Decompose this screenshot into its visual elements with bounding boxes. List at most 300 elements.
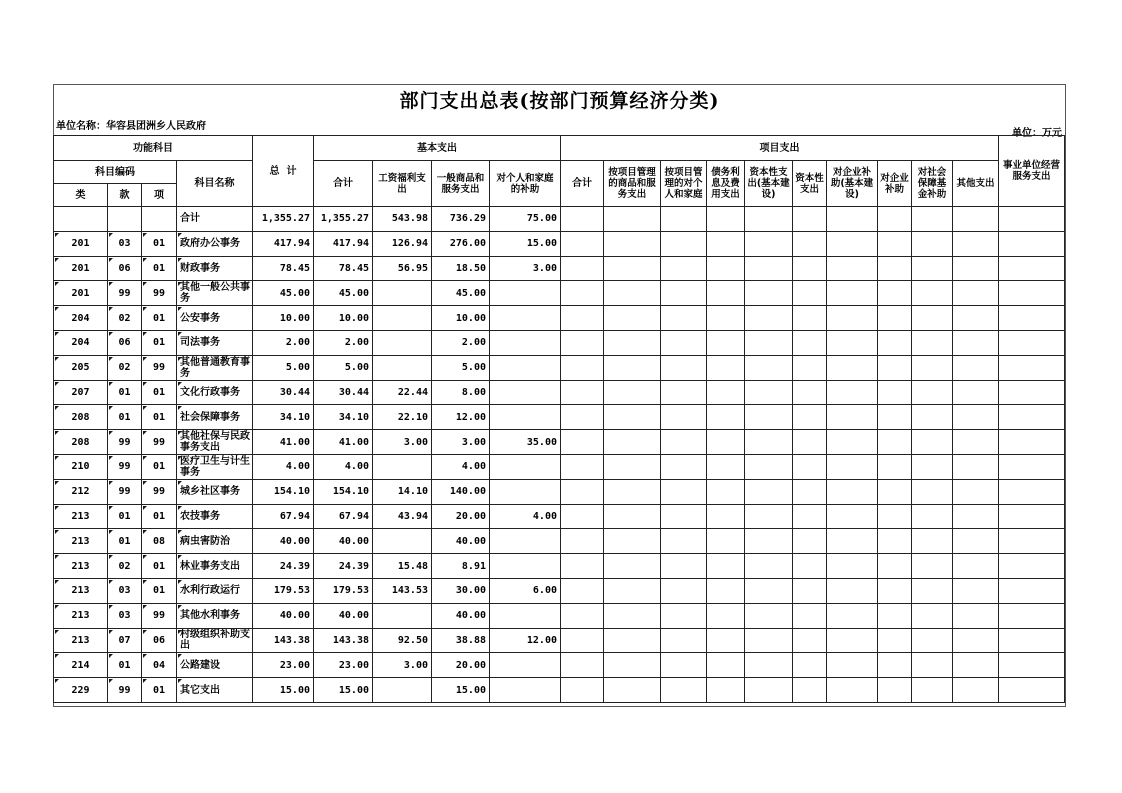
- cell-wages-welfare: 3.00: [373, 430, 432, 455]
- cell-basic-total: 5.00: [314, 355, 373, 380]
- cell-empty: [561, 578, 604, 603]
- table-row: [54, 231, 1065, 256]
- cell-basic-total: 40.00: [314, 529, 373, 554]
- cell-basic-total: 10.00: [314, 306, 373, 331]
- cell-item: 01: [142, 380, 177, 405]
- cell-empty: [561, 603, 604, 628]
- cell-subject-name: 其他社保与民政事务支出: [177, 430, 253, 455]
- cell-empty: [827, 306, 878, 331]
- table-body: [54, 207, 1065, 703]
- cell-empty: [999, 281, 1065, 306]
- cell-item: 01: [142, 554, 177, 579]
- cell-section: [108, 207, 142, 232]
- cell-wages-welfare: 56.95: [373, 256, 432, 281]
- cell-goods-services: 40.00: [432, 529, 490, 554]
- cell-empty: [827, 653, 878, 678]
- cell-item: 01: [142, 504, 177, 529]
- cell-section: 01: [108, 504, 142, 529]
- table-row: [54, 628, 1065, 653]
- cell-subject-name: 公路建设: [177, 653, 253, 678]
- cell-item: 99: [142, 479, 177, 504]
- cell-goods-services: 3.00: [432, 430, 490, 455]
- cell-total: 23.00: [253, 653, 314, 678]
- cell-empty: [604, 380, 661, 405]
- cell-subject-name: 司法事务: [177, 330, 253, 355]
- cell-empty: [878, 306, 912, 331]
- cell-empty: [661, 578, 707, 603]
- cell-empty: [745, 330, 793, 355]
- cell-empty: [604, 405, 661, 430]
- cell-wages-welfare: [373, 306, 432, 331]
- cell-basic-total: 67.94: [314, 504, 373, 529]
- cell-empty: [604, 628, 661, 653]
- cell-basic-total: 30.44: [314, 380, 373, 405]
- cell-empty: [793, 231, 827, 256]
- cell-empty: [604, 554, 661, 579]
- cell-empty: [793, 603, 827, 628]
- cell-empty: [827, 529, 878, 554]
- cell-empty: [793, 504, 827, 529]
- cell-section: 06: [108, 330, 142, 355]
- cell-empty: [745, 479, 793, 504]
- cell-empty: [707, 405, 745, 430]
- header-project-goods-services: 按项目管理的商品和服务支出: [604, 161, 661, 207]
- cell-individual-subsidy: [490, 554, 561, 579]
- cell-empty: [953, 529, 999, 554]
- cell-empty: [878, 578, 912, 603]
- cell-empty: [953, 405, 999, 430]
- cell-class: [54, 207, 108, 232]
- cell-empty: [604, 207, 661, 232]
- cell-subject-name: 病虫害防治: [177, 529, 253, 554]
- cell-empty: [912, 578, 953, 603]
- cell-wages-welfare: [373, 330, 432, 355]
- cell-empty: [661, 454, 707, 479]
- cell-empty: [745, 454, 793, 479]
- cell-basic-total: 154.10: [314, 479, 373, 504]
- cell-empty: [953, 603, 999, 628]
- header-goods-services: 一般商品和服务支出: [432, 161, 490, 207]
- table-row: [54, 355, 1065, 380]
- cell-empty: [561, 380, 604, 405]
- cell-individual-subsidy: 3.00: [490, 256, 561, 281]
- header-class: 类: [54, 184, 108, 207]
- cell-subject-name: 政府办公事务: [177, 231, 253, 256]
- cell-empty: [707, 504, 745, 529]
- cell-subject-name: 林业事务支出: [177, 554, 253, 579]
- cell-subject-name: 文化行政事务: [177, 380, 253, 405]
- header-other: 其他支出: [953, 161, 999, 207]
- cell-empty: [793, 207, 827, 232]
- cell-subject-name: 其他一般公共事务: [177, 281, 253, 306]
- cell-class: 213: [54, 578, 108, 603]
- cell-basic-total: 1,355.27: [314, 207, 373, 232]
- cell-individual-subsidy: 12.00: [490, 628, 561, 653]
- cell-empty: [912, 529, 953, 554]
- header-individual-subsidy: 对个人和家庭的补助: [490, 161, 561, 207]
- cell-goods-services: 30.00: [432, 578, 490, 603]
- cell-empty: [661, 554, 707, 579]
- cell-empty: [953, 454, 999, 479]
- cell-goods-services: 10.00: [432, 306, 490, 331]
- cell-empty: [793, 430, 827, 455]
- cell-basic-total: 15.00: [314, 678, 373, 703]
- cell-empty: [878, 207, 912, 232]
- cell-empty: [878, 281, 912, 306]
- cell-empty: [912, 554, 953, 579]
- cell-empty: [561, 653, 604, 678]
- cell-basic-total: 179.53: [314, 578, 373, 603]
- cell-goods-services: 15.00: [432, 678, 490, 703]
- cell-empty: [707, 355, 745, 380]
- header-enterprise: 对企业补助: [878, 161, 912, 207]
- table-row: [54, 454, 1065, 479]
- cell-individual-subsidy: 35.00: [490, 430, 561, 455]
- header-project-total: 合计: [561, 161, 604, 207]
- cell-basic-total: 2.00: [314, 330, 373, 355]
- cell-empty: [912, 207, 953, 232]
- header-basic-expenditure: 基本支出: [314, 136, 561, 161]
- cell-item: 01: [142, 256, 177, 281]
- table-row: [54, 405, 1065, 430]
- cell-goods-services: 20.00: [432, 653, 490, 678]
- cell-empty: [827, 628, 878, 653]
- cell-empty: [604, 603, 661, 628]
- cell-empty: [827, 405, 878, 430]
- cell-total: 40.00: [253, 603, 314, 628]
- cell-section: 02: [108, 554, 142, 579]
- cell-individual-subsidy: [490, 330, 561, 355]
- cell-total: 1,355.27: [253, 207, 314, 232]
- cell-basic-total: 45.00: [314, 281, 373, 306]
- header-debt-interest: 债务利息及费用支出: [707, 161, 745, 207]
- cell-subject-name: 社会保障事务: [177, 405, 253, 430]
- table-row: [54, 207, 1065, 232]
- cell-empty: [707, 554, 745, 579]
- header-subject-name: 科目名称: [177, 161, 253, 207]
- cell-empty: [912, 479, 953, 504]
- cell-empty: [827, 454, 878, 479]
- cell-wages-welfare: 92.50: [373, 628, 432, 653]
- cell-empty: [707, 628, 745, 653]
- cell-empty: [661, 430, 707, 455]
- cell-empty: [661, 653, 707, 678]
- table-row: [54, 330, 1065, 355]
- cell-empty: [999, 207, 1065, 232]
- cell-empty: [561, 430, 604, 455]
- cell-empty: [912, 330, 953, 355]
- cell-section: 01: [108, 653, 142, 678]
- cell-empty: [912, 355, 953, 380]
- cell-goods-services: 2.00: [432, 330, 490, 355]
- cell-empty: [707, 603, 745, 628]
- cell-individual-subsidy: [490, 306, 561, 331]
- cell-empty: [745, 405, 793, 430]
- cell-basic-total: 41.00: [314, 430, 373, 455]
- cell-empty: [745, 355, 793, 380]
- cell-empty: [827, 578, 878, 603]
- cell-empty: [745, 678, 793, 703]
- cell-goods-services: 736.29: [432, 207, 490, 232]
- cell-item: 01: [142, 330, 177, 355]
- cell-empty: [793, 454, 827, 479]
- cell-wages-welfare: [373, 529, 432, 554]
- cell-empty: [745, 207, 793, 232]
- cell-class: 207: [54, 380, 108, 405]
- cell-wages-welfare: 143.53: [373, 578, 432, 603]
- cell-class: 201: [54, 281, 108, 306]
- cell-basic-total: 143.38: [314, 628, 373, 653]
- cell-empty: [999, 405, 1065, 430]
- header-capital: 资本性支出: [793, 161, 827, 207]
- cell-empty: [827, 281, 878, 306]
- cell-item: 01: [142, 578, 177, 603]
- cell-empty: [912, 653, 953, 678]
- cell-empty: [953, 653, 999, 678]
- cell-individual-subsidy: [490, 380, 561, 405]
- cell-item: 01: [142, 306, 177, 331]
- cell-empty: [745, 653, 793, 678]
- table-row: [54, 678, 1065, 703]
- cell-empty: [745, 256, 793, 281]
- cell-class: 213: [54, 628, 108, 653]
- cell-empty: [999, 231, 1065, 256]
- cell-total: 78.45: [253, 256, 314, 281]
- cell-class: 214: [54, 653, 108, 678]
- cell-empty: [793, 554, 827, 579]
- cell-wages-welfare: [373, 281, 432, 306]
- cell-empty: [661, 330, 707, 355]
- cell-total: 2.00: [253, 330, 314, 355]
- header-social-security: 对社会保障基金补助: [912, 161, 953, 207]
- cell-section: 02: [108, 306, 142, 331]
- header-section: 款: [108, 184, 142, 207]
- cell-empty: [661, 405, 707, 430]
- cell-empty: [707, 281, 745, 306]
- cell-empty: [999, 430, 1065, 455]
- cell-section: 99: [108, 430, 142, 455]
- cell-basic-total: 4.00: [314, 454, 373, 479]
- cell-goods-services: 18.50: [432, 256, 490, 281]
- cell-empty: [999, 678, 1065, 703]
- header-project-individual: 按项目管理的对个人和家庭: [661, 161, 707, 207]
- cell-empty: [878, 231, 912, 256]
- cell-empty: [707, 231, 745, 256]
- cell-empty: [661, 678, 707, 703]
- cell-empty: [707, 578, 745, 603]
- cell-subject-name: 其他普通教育事务: [177, 355, 253, 380]
- cell-empty: [604, 281, 661, 306]
- cell-subject-name: 城乡社区事务: [177, 479, 253, 504]
- cell-individual-subsidy: [490, 678, 561, 703]
- expenditure-table: [53, 135, 1065, 703]
- cell-basic-total: 23.00: [314, 653, 373, 678]
- cell-empty: [793, 355, 827, 380]
- cell-empty: [745, 554, 793, 579]
- cell-empty: [707, 529, 745, 554]
- cell-empty: [707, 430, 745, 455]
- cell-empty: [912, 231, 953, 256]
- cell-empty: [999, 628, 1065, 653]
- cell-empty: [661, 281, 707, 306]
- cell-total: 10.00: [253, 306, 314, 331]
- cell-basic-total: 78.45: [314, 256, 373, 281]
- cell-class: 201: [54, 231, 108, 256]
- cell-wages-welfare: 15.48: [373, 554, 432, 579]
- header-subject-code: 科目编码: [54, 161, 177, 184]
- cell-empty: [953, 380, 999, 405]
- header-project-expenditure: 项目支出: [561, 136, 999, 161]
- table-row: [54, 479, 1065, 504]
- cell-empty: [793, 256, 827, 281]
- cell-empty: [745, 504, 793, 529]
- cell-empty: [561, 281, 604, 306]
- header-business-service: 事业单位经营服务支出: [999, 136, 1065, 207]
- cell-empty: [745, 430, 793, 455]
- unit-name: 单位名称：华容县团洲乡人民政府: [56, 121, 206, 132]
- cell-section: 07: [108, 628, 142, 653]
- cell-empty: [793, 628, 827, 653]
- cell-empty: [745, 529, 793, 554]
- cell-goods-services: 276.00: [432, 231, 490, 256]
- cell-empty: [953, 479, 999, 504]
- cell-goods-services: 5.00: [432, 355, 490, 380]
- cell-empty: [745, 380, 793, 405]
- cell-empty: [661, 529, 707, 554]
- cell-wages-welfare: 22.44: [373, 380, 432, 405]
- cell-section: 01: [108, 405, 142, 430]
- cell-empty: [604, 529, 661, 554]
- cell-empty: [878, 330, 912, 355]
- cell-empty: [878, 628, 912, 653]
- cell-empty: [878, 430, 912, 455]
- cell-empty: [878, 678, 912, 703]
- cell-empty: [912, 603, 953, 628]
- cell-total: 67.94: [253, 504, 314, 529]
- cell-class: 213: [54, 554, 108, 579]
- cell-empty: [878, 454, 912, 479]
- cell-class: 201: [54, 256, 108, 281]
- cell-goods-services: 40.00: [432, 603, 490, 628]
- cell-section: 01: [108, 380, 142, 405]
- cell-empty: [604, 678, 661, 703]
- cell-empty: [793, 578, 827, 603]
- cell-basic-total: 24.39: [314, 554, 373, 579]
- cell-goods-services: 8.00: [432, 380, 490, 405]
- cell-section: 99: [108, 479, 142, 504]
- cell-item: 99: [142, 603, 177, 628]
- cell-empty: [561, 628, 604, 653]
- cell-empty: [827, 231, 878, 256]
- cell-empty: [604, 504, 661, 529]
- table-row: [54, 256, 1065, 281]
- cell-empty: [912, 678, 953, 703]
- cell-class: 210: [54, 454, 108, 479]
- cell-class: 205: [54, 355, 108, 380]
- cell-section: 99: [108, 281, 142, 306]
- cell-empty: [827, 256, 878, 281]
- cell-section: 03: [108, 231, 142, 256]
- cell-goods-services: 20.00: [432, 504, 490, 529]
- cell-wages-welfare: [373, 603, 432, 628]
- cell-section: 03: [108, 603, 142, 628]
- cell-wages-welfare: [373, 678, 432, 703]
- cell-empty: [878, 554, 912, 579]
- table-row: [54, 306, 1065, 331]
- cell-empty: [827, 380, 878, 405]
- cell-empty: [953, 430, 999, 455]
- cell-total: 154.10: [253, 479, 314, 504]
- page-title: 部门支出总表(按部门预算经济分类): [399, 90, 720, 112]
- cell-empty: [561, 479, 604, 504]
- cell-subject-name: 公安事务: [177, 306, 253, 331]
- cell-goods-services: 4.00: [432, 454, 490, 479]
- cell-empty: [661, 504, 707, 529]
- cell-subject-name: 医疗卫生与计生事务: [177, 454, 253, 479]
- cell-empty: [827, 554, 878, 579]
- cell-empty: [793, 529, 827, 554]
- cell-empty: [912, 454, 953, 479]
- cell-item: 99: [142, 430, 177, 455]
- cell-empty: [999, 529, 1065, 554]
- cell-empty: [827, 678, 878, 703]
- cell-empty: [878, 479, 912, 504]
- cell-empty: [661, 207, 707, 232]
- cell-individual-subsidy: 75.00: [490, 207, 561, 232]
- cell-empty: [878, 355, 912, 380]
- cell-item: 99: [142, 281, 177, 306]
- cell-wages-welfare: [373, 355, 432, 380]
- cell-empty: [793, 653, 827, 678]
- cell-empty: [878, 256, 912, 281]
- cell-empty: [561, 330, 604, 355]
- cell-empty: [953, 628, 999, 653]
- cell-empty: [707, 306, 745, 331]
- cell-class: 229: [54, 678, 108, 703]
- cell-empty: [745, 306, 793, 331]
- cell-section: 99: [108, 454, 142, 479]
- table-row: [54, 430, 1065, 455]
- cell-empty: [999, 330, 1065, 355]
- cell-empty: [999, 306, 1065, 331]
- cell-goods-services: 45.00: [432, 281, 490, 306]
- cell-empty: [912, 281, 953, 306]
- cell-subject-name: 村级组织补助支出: [177, 628, 253, 653]
- cell-empty: [999, 256, 1065, 281]
- cell-empty: [827, 603, 878, 628]
- cell-wages-welfare: 126.94: [373, 231, 432, 256]
- cell-empty: [745, 578, 793, 603]
- cell-empty: [707, 653, 745, 678]
- cell-individual-subsidy: [490, 653, 561, 678]
- cell-item: 01: [142, 405, 177, 430]
- cell-total: 143.38: [253, 628, 314, 653]
- cell-empty: [912, 380, 953, 405]
- cell-empty: [827, 207, 878, 232]
- cell-empty: [561, 454, 604, 479]
- cell-empty: [953, 554, 999, 579]
- cell-empty: [827, 504, 878, 529]
- cell-basic-total: 34.10: [314, 405, 373, 430]
- cell-class: 204: [54, 306, 108, 331]
- cell-empty: [878, 653, 912, 678]
- cell-empty: [878, 603, 912, 628]
- cell-empty: [661, 355, 707, 380]
- cell-empty: [953, 281, 999, 306]
- cell-empty: [561, 306, 604, 331]
- cell-empty: [912, 504, 953, 529]
- cell-empty: [878, 380, 912, 405]
